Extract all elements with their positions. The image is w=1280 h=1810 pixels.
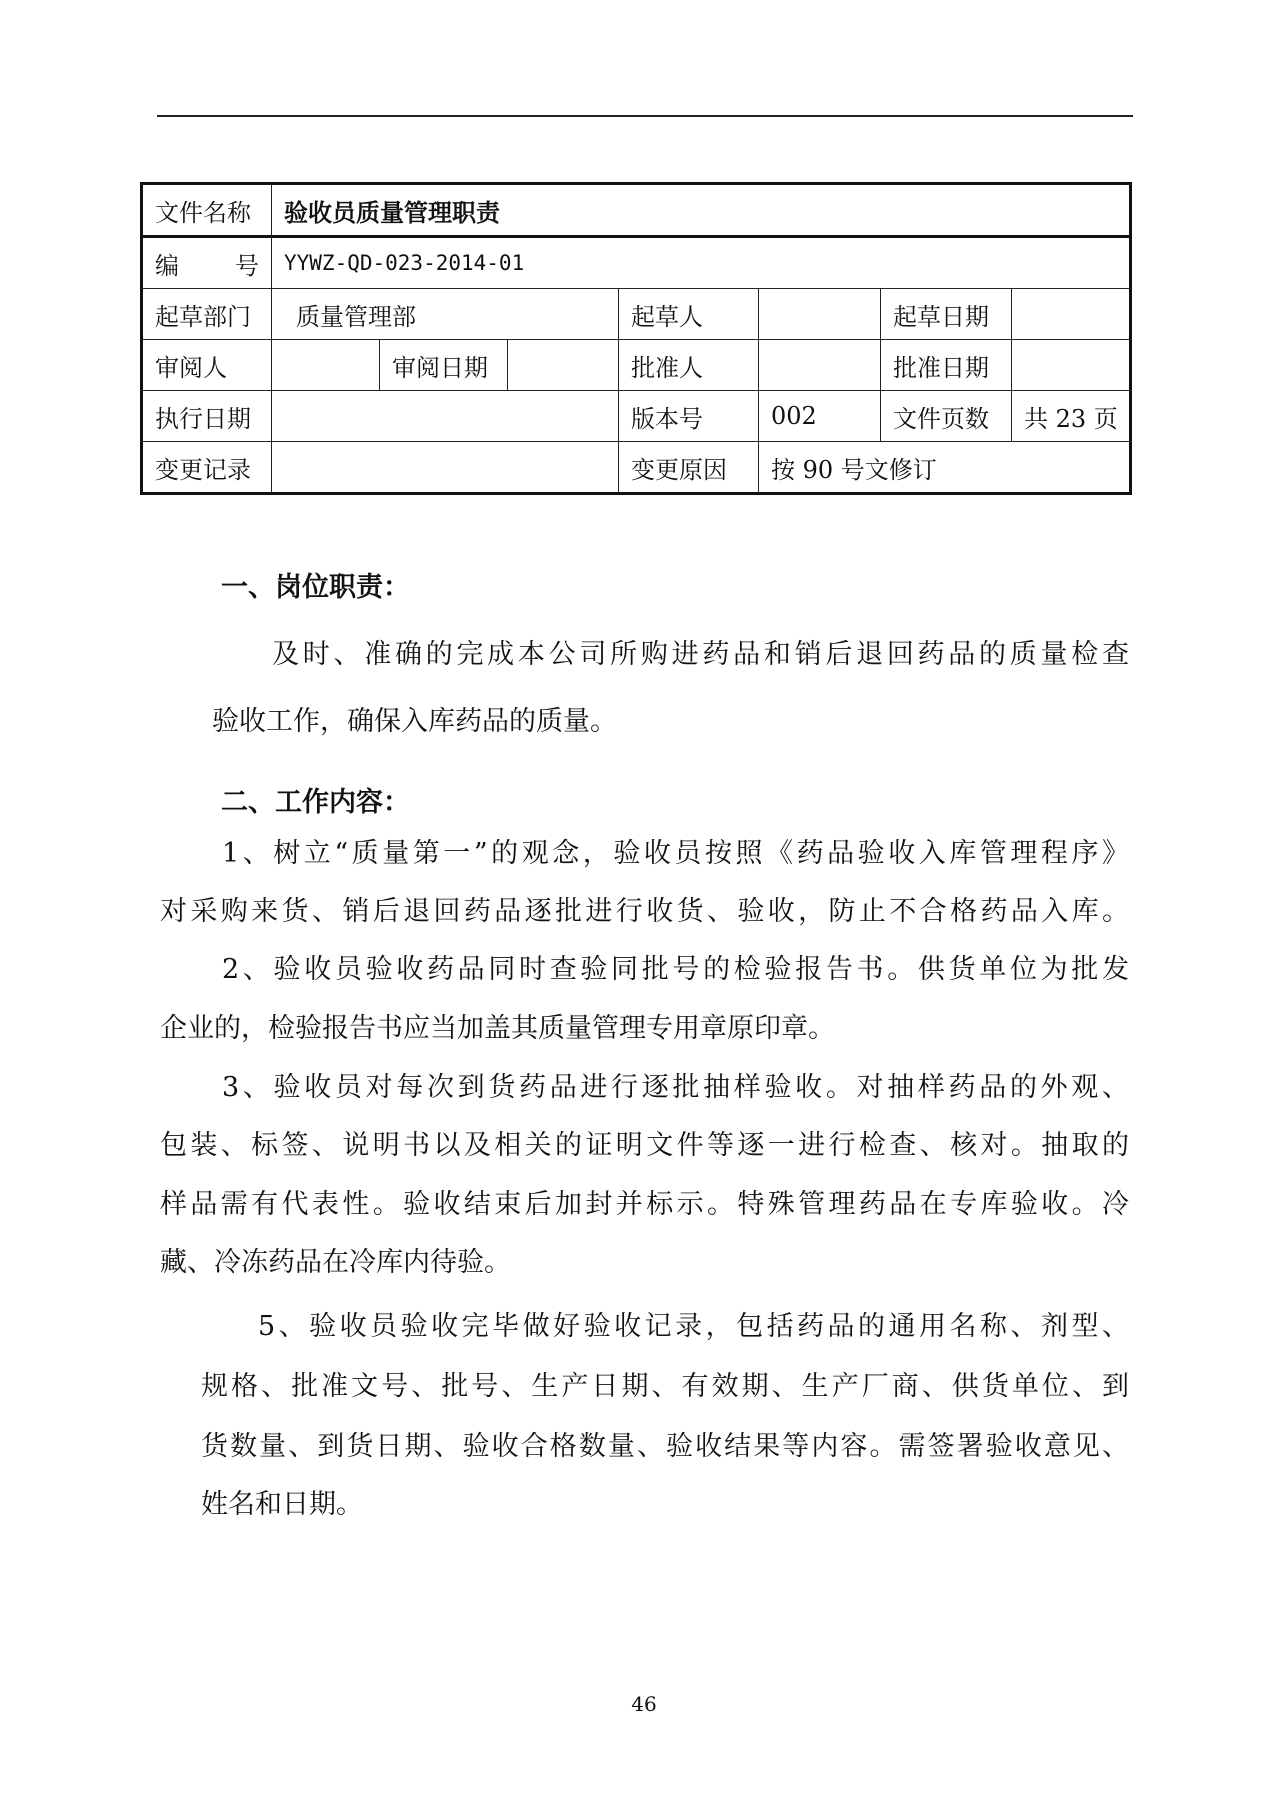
number-label-b: 号 (235, 251, 259, 280)
draft-dept-label: 起草部门 (142, 289, 272, 340)
approver-value (759, 340, 881, 391)
version-label: 版本号 (619, 391, 759, 442)
draft-dept-value: 质量管理部 (272, 289, 619, 340)
header-rule (157, 115, 1133, 117)
paragraph-line: 验收工作，确保入库药品的质量。 (212, 706, 617, 737)
pages-label: 文件页数 (881, 391, 1012, 442)
item-5-line: 货数量、到货日期、验收合格数量、验收结果等内容。需签署验收意见、 (201, 1431, 1129, 1462)
effective-date-value (272, 391, 619, 442)
approve-date-value (1012, 340, 1131, 391)
item-5-line: 5、验收员验收完毕做好验收记录，包括药品的通用名称、剂型、 (258, 1311, 1129, 1342)
document-info-table (140, 182, 1132, 495)
change-reason-value: 按 90 号文修订 (759, 442, 1131, 494)
number-label (142, 237, 272, 289)
reviewer-value (272, 340, 380, 391)
file-name-label: 文件名称 (142, 184, 272, 237)
number-label-a: 编 (155, 251, 179, 280)
version-value: 002 (759, 391, 881, 442)
item-3-line: 3、验收员对每次到货药品进行逐批抽样验收。对抽样药品的外观、 (222, 1072, 1129, 1103)
reviewer-label: 审阅人 (142, 340, 272, 391)
draft-date-value (1012, 289, 1131, 340)
pages-value: 共 23 页 (1012, 391, 1131, 442)
file-name-value: 验收员质量管理职责 (272, 184, 1131, 237)
number-value: YYWZ-QD-023-2014-01 (272, 237, 1131, 289)
item-1-line: 1、树立“质量第一”的观念，验收员按照《药品验收入库管理程序》 (222, 838, 1129, 869)
change-reason-label: 变更原因 (619, 442, 759, 494)
item-3-line: 样品需有代表性。验收结束后加封并标示。特殊管理药品在专库验收。冷 (160, 1189, 1129, 1220)
draft-date-label: 起草日期 (881, 289, 1012, 340)
section-heading-duties: 一、岗位职责： (221, 572, 410, 603)
item-1-line: 对采购来货、销后退回药品逐批进行收货、验收，防止不合格药品入库。 (160, 896, 1129, 927)
approver-label: 批准人 (619, 340, 759, 391)
effective-date-label: 执行日期 (142, 391, 272, 442)
item-5-line: 姓名和日期。 (201, 1489, 363, 1520)
item-5-line: 规格、批准文号、批号、生产日期、有效期、生产厂商、供货单位、到 (201, 1371, 1129, 1402)
review-date-value (508, 340, 619, 391)
review-date-label: 审阅日期 (380, 340, 508, 391)
item-2-line: 2、验收员验收药品同时查验同批号的检验报告书。供货单位为批发 (222, 954, 1129, 985)
change-record-value (272, 442, 619, 494)
page-number: 46 (631, 1692, 657, 1716)
paragraph-line: 及时、准确的完成本公司所购进药品和销后退回药品的质量检查 (272, 639, 1129, 670)
item-3-line: 包装、标签、说明书以及相关的证明文件等逐一进行检查、核对。抽取的 (160, 1130, 1129, 1161)
item-3-line: 藏、冷冻药品在冷库内待验。 (160, 1247, 511, 1278)
approve-date-label: 批准日期 (881, 340, 1012, 391)
section-heading-work: 二、工作内容： (221, 787, 410, 818)
drafter-value (759, 289, 881, 340)
change-record-label: 变更记录 (142, 442, 272, 494)
drafter-label: 起草人 (619, 289, 759, 340)
item-2-line: 企业的，检验报告书应当加盖其质量管理专用章原印章。 (160, 1013, 835, 1044)
